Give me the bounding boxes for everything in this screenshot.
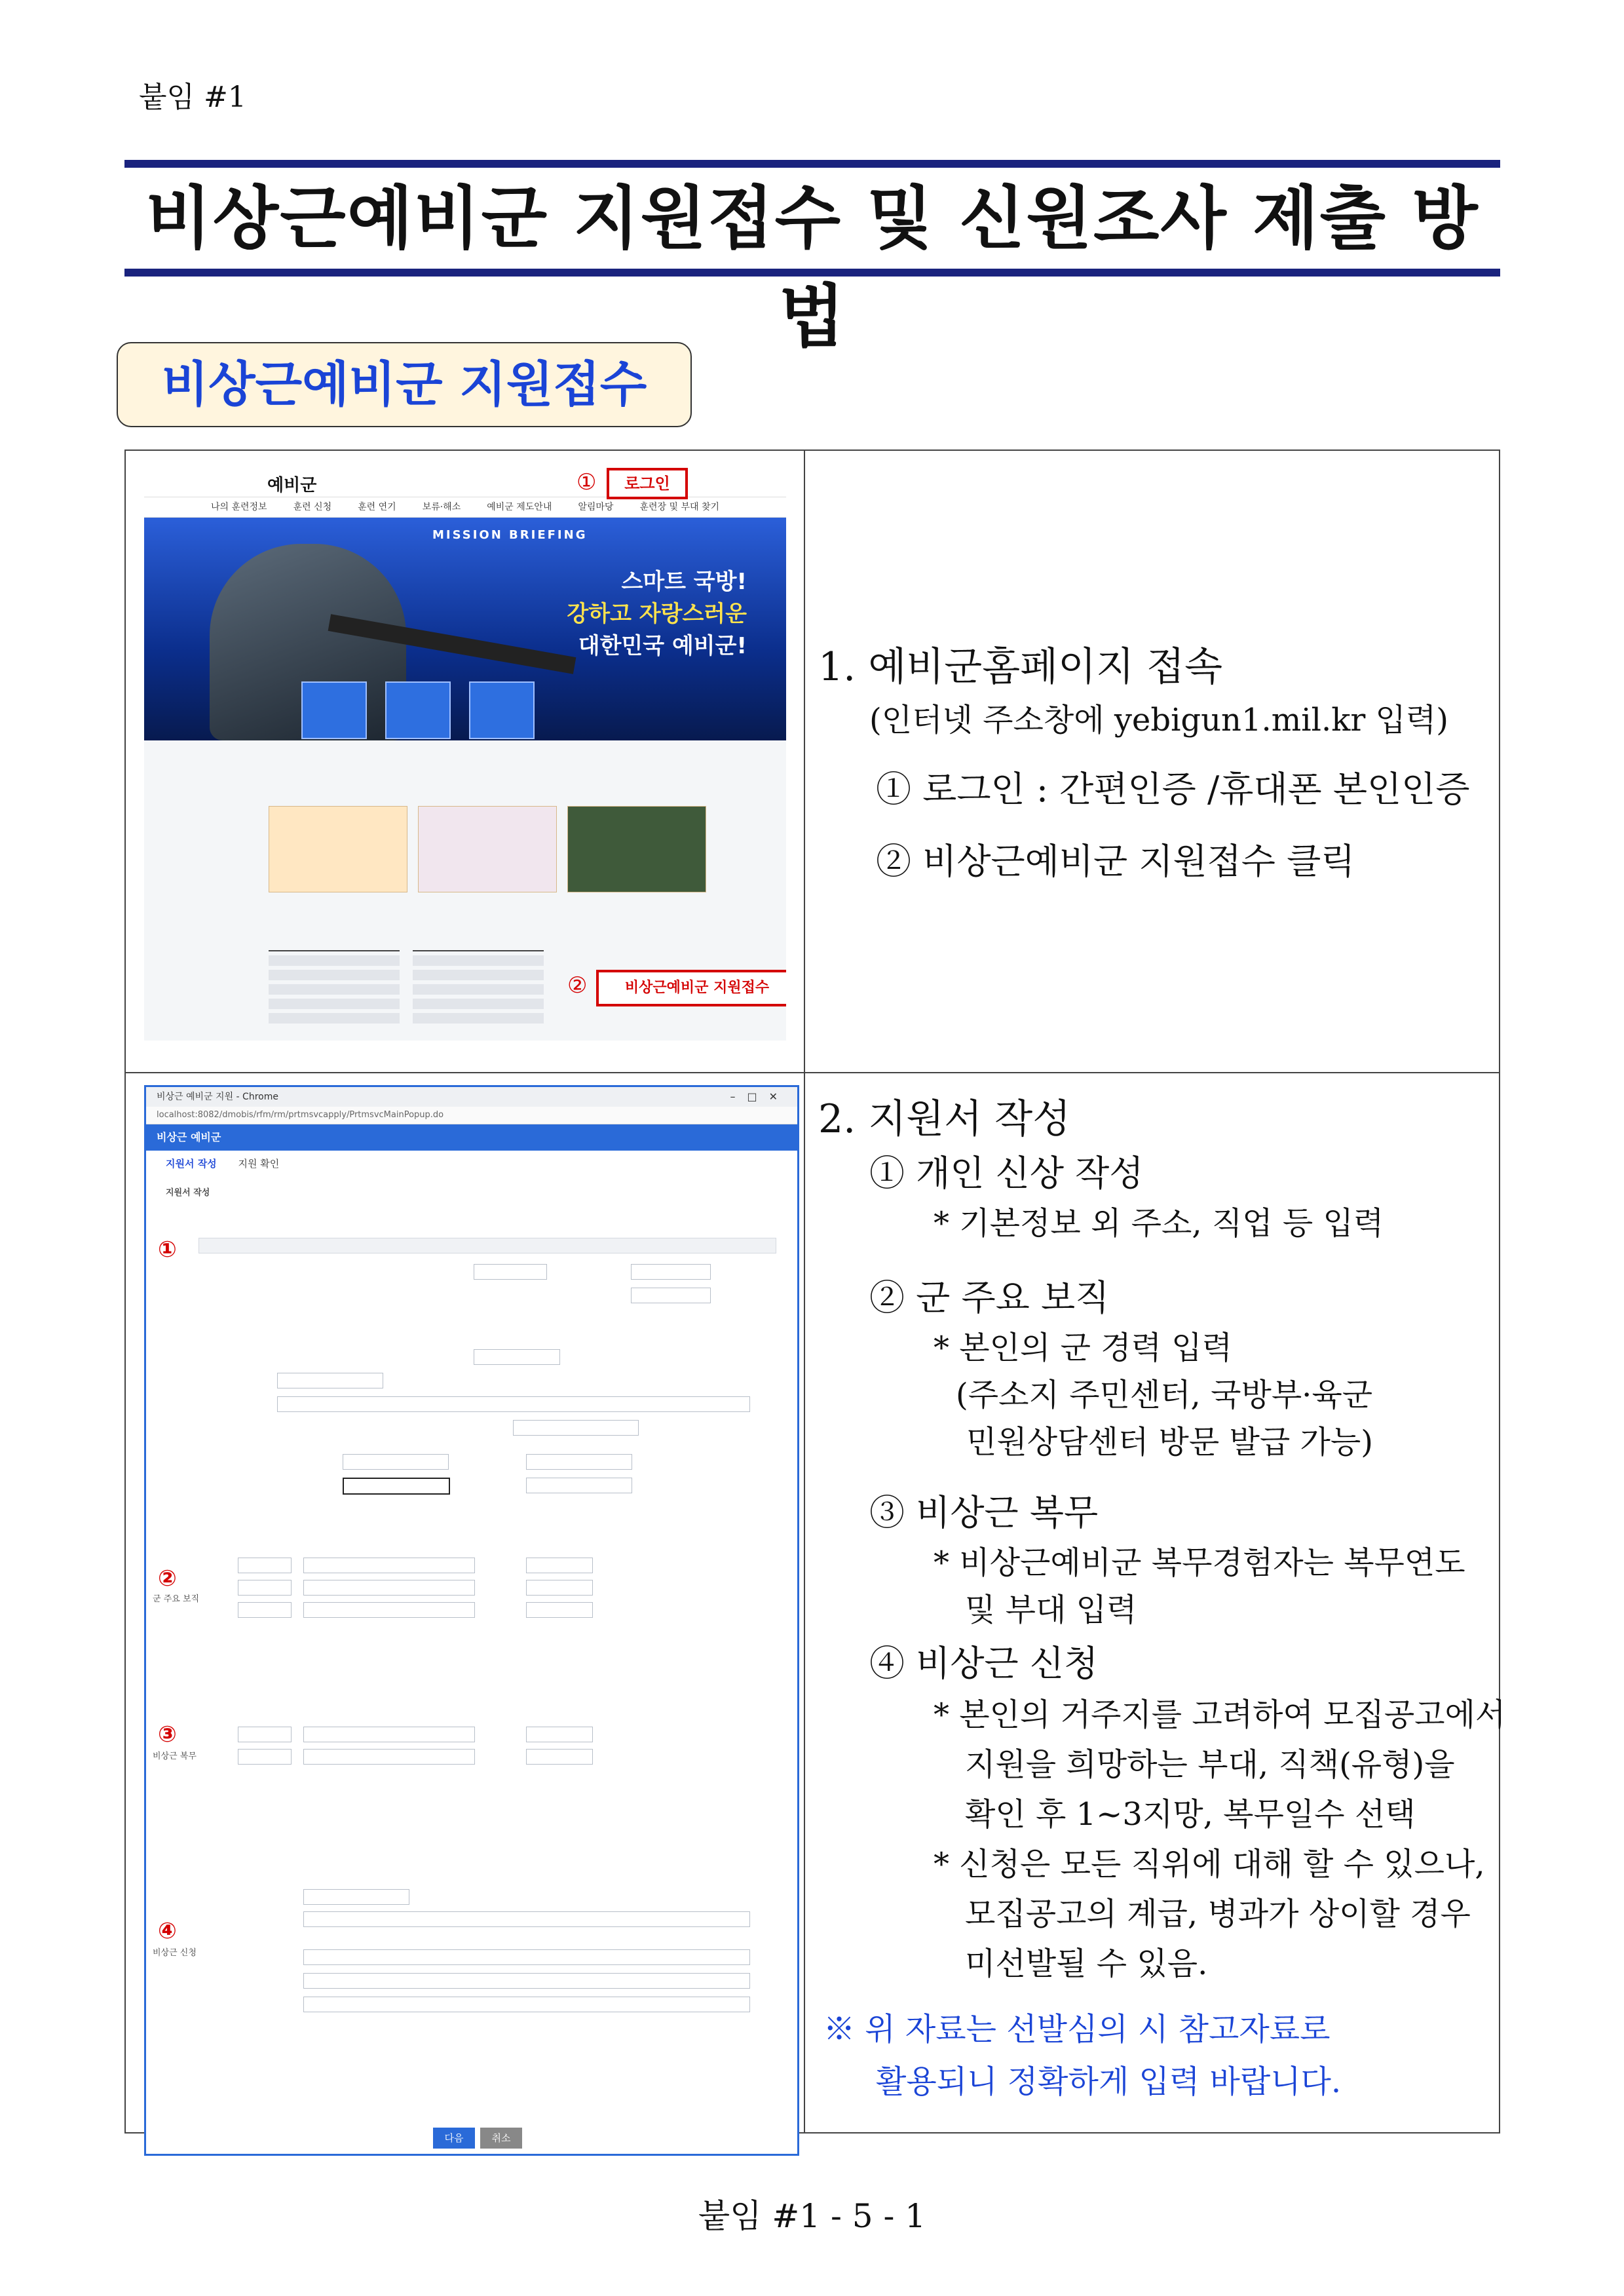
form-tabs: [146, 1151, 797, 1177]
homepage-nav: [144, 497, 786, 518]
apply-button[interactable]: 비상근예비군 지원접수: [596, 970, 786, 1006]
step2-s4-note: 지원을 희망하는 부대, 직책(유형)을: [965, 1746, 1455, 1783]
choice-3-select[interactable]: [303, 1997, 750, 2012]
form-field[interactable]: [526, 1727, 593, 1742]
next-button[interactable]: 다음: [433, 2128, 475, 2149]
apply-marker: ②: [567, 972, 588, 999]
job-select[interactable]: [343, 1454, 449, 1470]
form-field[interactable]: [526, 1558, 593, 1573]
step2-s4-title: ④ 비상근 신청: [869, 1643, 1099, 1684]
step1-heading: 1. 예비군홈페이지 접속: [818, 644, 1223, 690]
url-bar[interactable]: localhost:8082/dmobis/rfm/rm/prtmsvcapply/PrtmsvcMainPopup.do: [146, 1107, 797, 1124]
email-field[interactable]: [513, 1420, 639, 1436]
step2-s1-note: * 기본정보 외 주소, 직업 등 입력: [934, 1205, 1384, 1242]
title-rule-bottom: [124, 269, 1500, 277]
form-field[interactable]: [474, 1264, 547, 1280]
nav-item[interactable]: 나의 훈련정보: [210, 502, 267, 512]
hero-banner: [144, 518, 786, 740]
form-field[interactable]: [303, 1602, 475, 1618]
browser-title-bar: [146, 1087, 797, 1107]
login-marker: ①: [576, 469, 597, 495]
step2-heading: 2. 지원서 작성: [818, 1096, 1071, 1142]
form-field[interactable]: [238, 1749, 292, 1765]
nav-item[interactable]: 훈련 신청: [293, 502, 332, 512]
section-military-label: 군 주요 보직: [153, 1594, 200, 1604]
mission-banner: MISSION BRIEFING: [432, 528, 588, 542]
step2-s4-note: * 본인의 거주지를 고려하여 모집공고에서: [934, 1696, 1506, 1733]
nav-item[interactable]: 훈련 연기: [358, 502, 396, 512]
title-rule-top: [124, 160, 1500, 168]
step2-s3-note: 및 부대 입력: [965, 1592, 1137, 1628]
tab-write[interactable]: 지원서 작성: [166, 1158, 217, 1170]
homepage-screenshot: [144, 465, 786, 1041]
step1-cell: [804, 450, 1500, 1073]
news-card[interactable]: [269, 806, 407, 892]
form-title: 지원서 작성: [166, 1188, 210, 1198]
form-field[interactable]: [526, 1478, 632, 1493]
hero-line: 강하고 자랑스러운: [567, 601, 747, 627]
marker-service: ③: [158, 1721, 177, 1748]
choice-2-select[interactable]: [303, 1973, 750, 1989]
screenshot-cell-1: [125, 450, 804, 1073]
screenshot-cell-2: [125, 1073, 804, 2144]
instruction-table: [124, 450, 1506, 2144]
form-field[interactable]: [526, 1749, 593, 1765]
homepage-header: [144, 465, 786, 497]
form-field[interactable]: [238, 1580, 292, 1596]
section-apply-label: 비상근 신청: [153, 1948, 197, 1958]
form-field[interactable]: [474, 1349, 560, 1365]
attachment-label: 붙임 #1: [139, 81, 246, 114]
section-title-box: [117, 342, 692, 427]
notice-line: ※ 위 자료는 선발심의 시 참고자료로: [823, 2011, 1331, 2048]
news-cards: [269, 806, 706, 892]
step1-subheading: (인터넷 주소창에 yebigun1.mil.kr 입력): [869, 702, 1449, 738]
nav-item[interactable]: 알림마당: [578, 502, 614, 512]
form-select[interactable]: [277, 1373, 383, 1388]
step2-s4-note: 미선발될 수 있음.: [965, 1945, 1208, 1982]
window-title: 비상근 예비군 지원 - Chrome: [157, 1092, 278, 1102]
job-input[interactable]: [343, 1478, 450, 1495]
hero-line: 대한민국 예비군!: [578, 633, 747, 659]
service-tile[interactable]: [469, 681, 535, 739]
form-row: [198, 1238, 776, 1253]
news-card[interactable]: [418, 806, 557, 892]
step1-item-apply: ② 비상근예비군 지원접수 클릭: [876, 841, 1355, 882]
hero-line: 스마트 국방!: [621, 569, 747, 595]
service-type-select[interactable]: [303, 1889, 409, 1905]
marker-personal: ①: [158, 1236, 177, 1263]
site-logo: 예비군: [267, 476, 317, 495]
step1-item-login: ① 로그인 : 간편인증 /휴대폰 본인인증: [876, 769, 1470, 810]
page-footer: 붙임 #1 - 5 - 1: [698, 2197, 926, 2235]
step2-s1-title: ① 개인 신상 작성: [869, 1153, 1144, 1194]
service-tile[interactable]: [385, 681, 451, 739]
form-field[interactable]: [238, 1558, 292, 1573]
login-button[interactable]: 로그인: [607, 468, 688, 499]
step2-cell: [804, 1073, 1506, 2133]
address-field[interactable]: [277, 1396, 750, 1412]
step2-s3-title: ③ 비상근 복무: [869, 1492, 1099, 1533]
application-form-screenshot: [144, 1085, 799, 2156]
notice-line: 활용되니 정확하게 입력 바랍니다.: [876, 2063, 1342, 2100]
form-field[interactable]: [526, 1602, 593, 1618]
cancel-button[interactable]: 취소: [480, 2128, 522, 2149]
step2-s3-note: * 비상근예비군 복무경험자는 복무연도: [934, 1544, 1465, 1581]
choice-1-select[interactable]: [303, 1949, 750, 1965]
section-service-label: 비상근 복무: [153, 1751, 197, 1761]
form-field[interactable]: [303, 1727, 475, 1742]
marker-apply: ④: [158, 1918, 177, 1944]
nav-item[interactable]: 예비군 제도안내: [487, 502, 552, 512]
form-field[interactable]: [526, 1454, 632, 1470]
step2-s2-note: (주소지 주민센터, 국방부·육군: [956, 1377, 1373, 1413]
faq-list: [413, 950, 544, 1037]
nav-item[interactable]: 보류·해소: [422, 502, 461, 512]
step2-s2-note: 민원상담센터 방문 발급 가능): [966, 1424, 1373, 1461]
notice-list: [269, 950, 400, 1037]
step2-s4-note: * 신청은 모든 직위에 대해 할 수 있으나,: [934, 1846, 1485, 1883]
form-field[interactable]: [238, 1727, 292, 1742]
form-field[interactable]: [631, 1288, 711, 1303]
news-card[interactable]: [567, 806, 706, 892]
form-field[interactable]: [526, 1580, 593, 1596]
service-tile[interactable]: [301, 681, 367, 739]
form-field[interactable]: [631, 1264, 711, 1280]
section-title: 비상근예비군 지원접수: [161, 356, 647, 413]
popup-header: 비상근 예비군: [146, 1124, 797, 1151]
step2-s2-title: ② 군 주요 보직: [869, 1277, 1110, 1318]
step2-s4-note: 확인 후 1~3지망, 복무일수 선택: [965, 1796, 1416, 1833]
main-title: 비상근예비군 지원접수 및 신원조사 제출 방법: [145, 178, 1479, 356]
step2-s4-note: 모집공고의 계급, 병과가 상이할 경우: [965, 1896, 1471, 1932]
form-field[interactable]: [303, 1580, 475, 1596]
form-field[interactable]: [303, 1558, 475, 1573]
tab-check[interactable]: 지원 확인: [238, 1158, 280, 1170]
recruit-select[interactable]: [303, 1911, 750, 1927]
service-tiles: [301, 681, 535, 739]
hero-text: [567, 564, 747, 660]
window-controls[interactable]: –□✕: [730, 1090, 789, 1103]
marker-military: ②: [158, 1565, 177, 1592]
step2-s2-note: * 본인의 군 경력 입력: [934, 1330, 1232, 1366]
nav-item[interactable]: 훈련장 및 부대 찾기: [639, 502, 720, 512]
form-field[interactable]: [238, 1602, 292, 1618]
form-field[interactable]: [303, 1749, 475, 1765]
